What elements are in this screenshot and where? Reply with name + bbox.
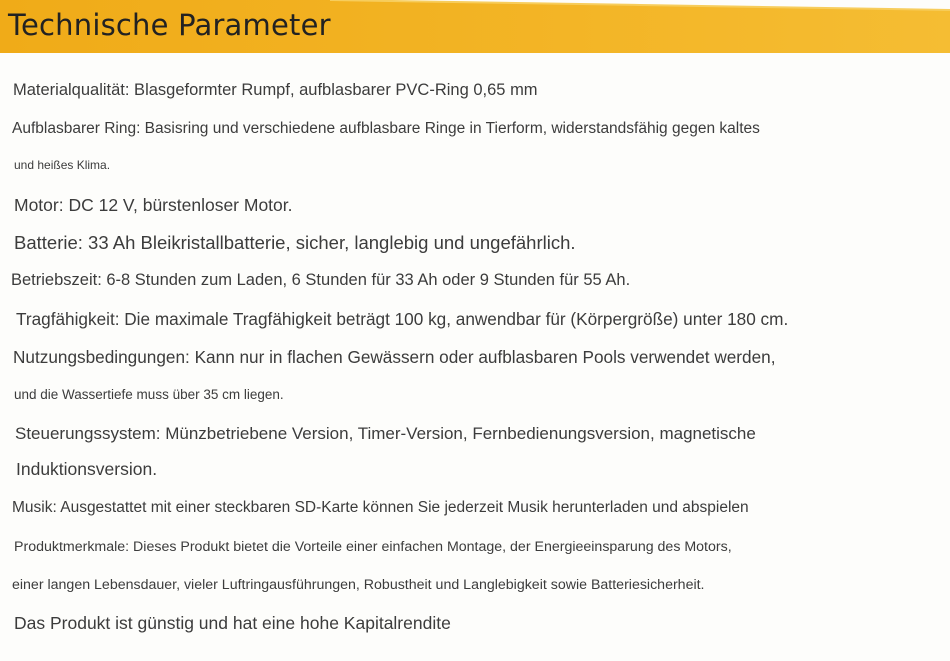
header-band bbox=[0, 0, 950, 53]
spec-control-cont: Induktionsversion. bbox=[16, 459, 158, 479]
spec-conditions: Nutzungsbedingungen: Kann nur in flachen Gewässern oder aufblasbaren Pools verwendet werden, bbox=[13, 347, 776, 367]
page-title: Technische Parameter bbox=[8, 8, 331, 42]
spec-features: Produktmerkmale: Dieses Produkt bietet die Vorteile einer einfachen Montage, der Energieeinsparung des Motors, bbox=[14, 539, 732, 555]
spec-roi: Das Produkt ist günstig und hat eine hohe Kapitalrendite bbox=[14, 613, 451, 633]
spec-conditions-cont: und die Wassertiefe muss über 35 cm liegen. bbox=[14, 387, 284, 402]
spec-control: Steuerungssystem: Münzbetriebene Version, Timer-Version, Fernbedienungsversion, magnetische bbox=[15, 424, 756, 443]
spec-features-cont: einer langen Lebensdauer, vieler Luftringausführungen, Robustheit und Langlebigkeit sowie Batteriesicherheit. bbox=[12, 577, 705, 593]
spec-ring: Aufblasbarer Ring: Basisring und verschiedene aufblasbare Ringe in Tierform, widerstandsfähig gegen kaltes bbox=[12, 120, 760, 137]
spec-motor: Motor: DC 12 V, bürstenloser Motor. bbox=[14, 195, 293, 215]
spec-material: Materialqualität: Blasgeformter Rumpf, aufblasbarer PVC-Ring 0,65 mm bbox=[13, 81, 538, 99]
spec-ring-cont: und heißes Klima. bbox=[14, 158, 111, 172]
spec-runtime: Betriebszeit: 6-8 Stunden zum Laden, 6 Stunden für 33 Ah oder 9 Stunden für 55 Ah. bbox=[11, 271, 631, 289]
spec-music: Musik: Ausgestattet mit einer steckbaren SD-Karte können Sie jederzeit Musik herunterladen und abspielen bbox=[12, 499, 749, 516]
spec-capacity: Tragfähigkeit: Die maximale Tragfähigkeit beträgt 100 kg, anwendbar für (Körpergröße) unter 180 cm. bbox=[16, 309, 789, 329]
spec-battery: Batterie: 33 Ah Bleikristallbatterie, sicher, langlebig und ungefährlich. bbox=[14, 232, 576, 253]
